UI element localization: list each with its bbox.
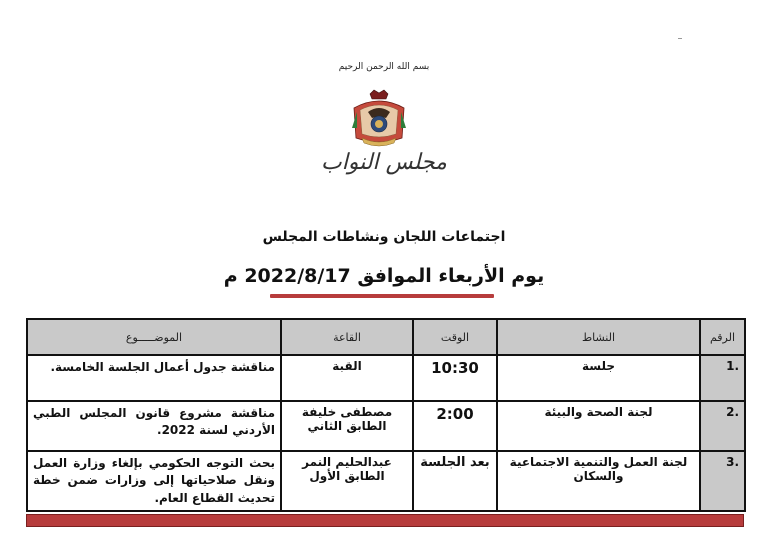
column-header-hall: القاعة [281, 319, 413, 355]
row-activity: لجنة الصحة والبيئة [497, 401, 700, 451]
row-activity: لجنة العمل والتنمية الاجتماعية والسكان [497, 451, 700, 511]
schedule-table [26, 318, 746, 512]
jordan-coat-of-arms-icon [348, 88, 410, 150]
column-header-topic: الموضـــــوع [27, 319, 281, 355]
row-time: بعد الجلسة [413, 451, 497, 511]
row-number: .3 [700, 451, 745, 511]
date-heading: يوم الأربعاء الموافق 2022/8/17 م [223, 265, 545, 287]
row-number: .2 [700, 401, 745, 451]
table-row [27, 401, 745, 451]
row-hall: عبدالحليم النمر الطابق الأول [281, 451, 413, 511]
row-time: 2:00 [413, 401, 497, 451]
row-time: 10:30 [413, 355, 497, 401]
page-title: اجتماعات اللجان ونشاطات المجلس [262, 229, 506, 245]
column-header-time: الوقت [413, 319, 497, 355]
basmala-text: بسم الله الرحمن الرحيم [338, 62, 430, 72]
date-underline [270, 294, 494, 298]
row-number: .1 [700, 355, 745, 401]
row-hall: مصطفى خليفة الطابق الثاني [281, 401, 413, 451]
table-header-row [27, 319, 745, 355]
row-topic: مناقشة جدول أعمال الجلسة الخامسة. [27, 355, 281, 401]
institution-name: مجلس النواب [321, 150, 447, 175]
row-activity: جلسة [497, 355, 700, 401]
column-header-number: الرقم [700, 319, 745, 355]
column-header-activity: النشاط [497, 319, 700, 355]
row-hall: القبة [281, 355, 413, 401]
footer-accent-bar [26, 514, 744, 527]
row-topic: مناقشة مشروع قانون المجلس الطبي الأردني لسنة 2022. [27, 401, 281, 451]
table-row [27, 451, 745, 511]
scan-speck [678, 38, 682, 39]
table-row [27, 355, 745, 401]
row-topic: بحث التوجه الحكومي بإلغاء وزارة العمل ونقل صلاحياتها إلى وزارات ضمن خطة تحديث القطاع العام. [27, 451, 281, 511]
